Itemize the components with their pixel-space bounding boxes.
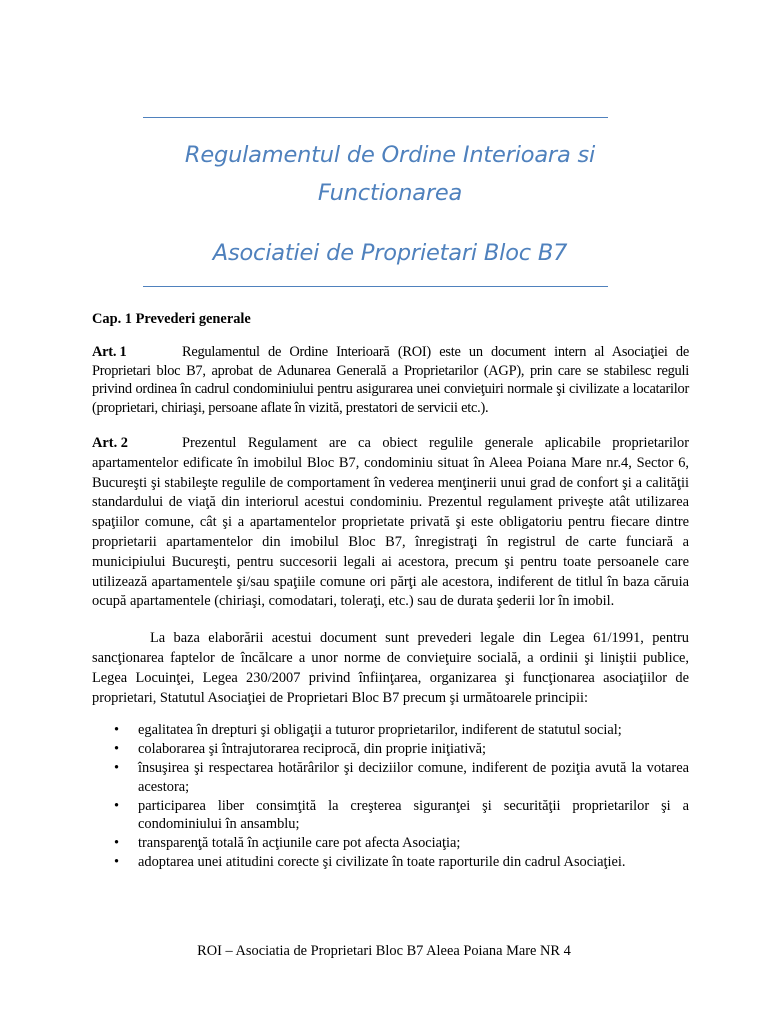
principle-text: participarea liber consimţită la creşterea siguranţei şi securităţii proprietarilor şi a condominiului în ansamblu; [138, 797, 689, 833]
principle-item [92, 834, 689, 852]
article-2-number: Art. 2 [92, 435, 128, 452]
principle-text: colaborarea şi întrajutorarea reciprocă, din proprie iniţiativă; [138, 741, 487, 758]
principle-text: egalitatea în drepturi şi obligaţii a tuturor proprietarilor, indiferent de statutul social; [138, 722, 622, 739]
principle-text: însuşirea şi respectarea hotărârilor şi deciziilor comune, indiferent de poziţia avută la votarea acestora; [138, 760, 689, 795]
bullet-icon: • [114, 835, 120, 852]
page-footer: ROI – Asociatia de Proprietari Bloc B7 Aleea Poiana Mare NR 4 [197, 943, 571, 959]
principle-item [92, 797, 689, 834]
principle-text: transparenţă totală în acţiunile care pot afecta Asociaţia; [138, 835, 461, 852]
principle-item [92, 759, 689, 796]
document-subtitle: Asociatiei de Proprietari Bloc B7 [212, 240, 568, 266]
bullet-icon: • [114, 854, 120, 871]
document-body [92, 310, 689, 872]
principle-item [92, 740, 689, 758]
principles-list [92, 721, 689, 871]
article-1-number: Art. 1 [92, 344, 127, 361]
chapter-heading: Cap. 1 Prevederi generale [92, 311, 251, 327]
principle-text: adoptarea unei atitudini corecte şi civilizate în toate raporturile din cadrul Asociaţiei. [138, 854, 626, 871]
bullet-icon: • [114, 722, 120, 739]
principle-item [92, 721, 689, 739]
bullet-icon: • [114, 741, 120, 758]
title-bottom-rule [143, 286, 608, 287]
article-2 [92, 434, 689, 612]
principle-item [92, 853, 689, 871]
bullet-icon: • [114, 760, 120, 777]
document-title-line-2: Functionarea [317, 180, 463, 206]
bullet-icon: • [114, 797, 120, 814]
title-top-rule [143, 117, 608, 118]
legal-basis-paragraph: La baza elaborării acestui document sunt prevederi legale din Legea 61/1991, pentru sancţionarea faptelor de încălcare a unor norme de convieţuire socială, a ordinii şi liniştii publice, Legea Locuinţei, Legea 230/2007 privind înfiinţarea, organizarea şi funcţionarea asociaţiilor de proprietari, Statutul Asociaţiei de Proprietari Bloc B7 precum şi următoarele principii: [92, 630, 689, 706]
article-2-text: Prezentul Regulament are ca obiect regulile generale aplicabile proprietarilor apartamentelor edificate în imobilul Bloc B7, condominiu situat în Aleea Poiana Mare nr.4, Sector 6, Bucureşti şi stabileşte regulile de comportament în vederea menţinerii unui grad de confort şi a calităţii standardului de viaţă din interiorul acestui condominiu. Prezentul regulament priveşte atât utilizarea spaţiilor comune, cât şi a apartamentelor proprietate privată şi este obligatoriu pentru fiecare dintre proprietarii apartamentelor din imobilul Bloc B7, înregistraţi în registrul de carte funciară a municipiului Bucureşti, pentru succesorii legali ai acestora, precum şi pentru toate persoanele care utilizează apartamentele şi/sau spaţiile comune ori părţi ale acestora, indiferent de titlul în baza căruia ocupă apartamentele (chiriaşi, comodatari, toleraţi, etc.) sau de durata şederii lor în imobil. [92, 435, 689, 610]
document-title-line-1: Regulamentul de Ordine Interioara si [184, 142, 596, 168]
article-1 [92, 343, 689, 417]
article-1-text: Regulamentul de Ordine Interioară (ROI) este un document intern al Asociaţiei de Proprietari bloc B7, aprobat de Adunarea Generală a Proprietarilor (AGP), prin care se stabilesc reguli privind ordinea în cadrul condominiului pentru asigurarea unei convieţuiri normale şi civilizate a locatarilor (proprietari, chiriaşi, persoane aflate în vizită, prestatori de servicii etc.). [92, 344, 689, 416]
